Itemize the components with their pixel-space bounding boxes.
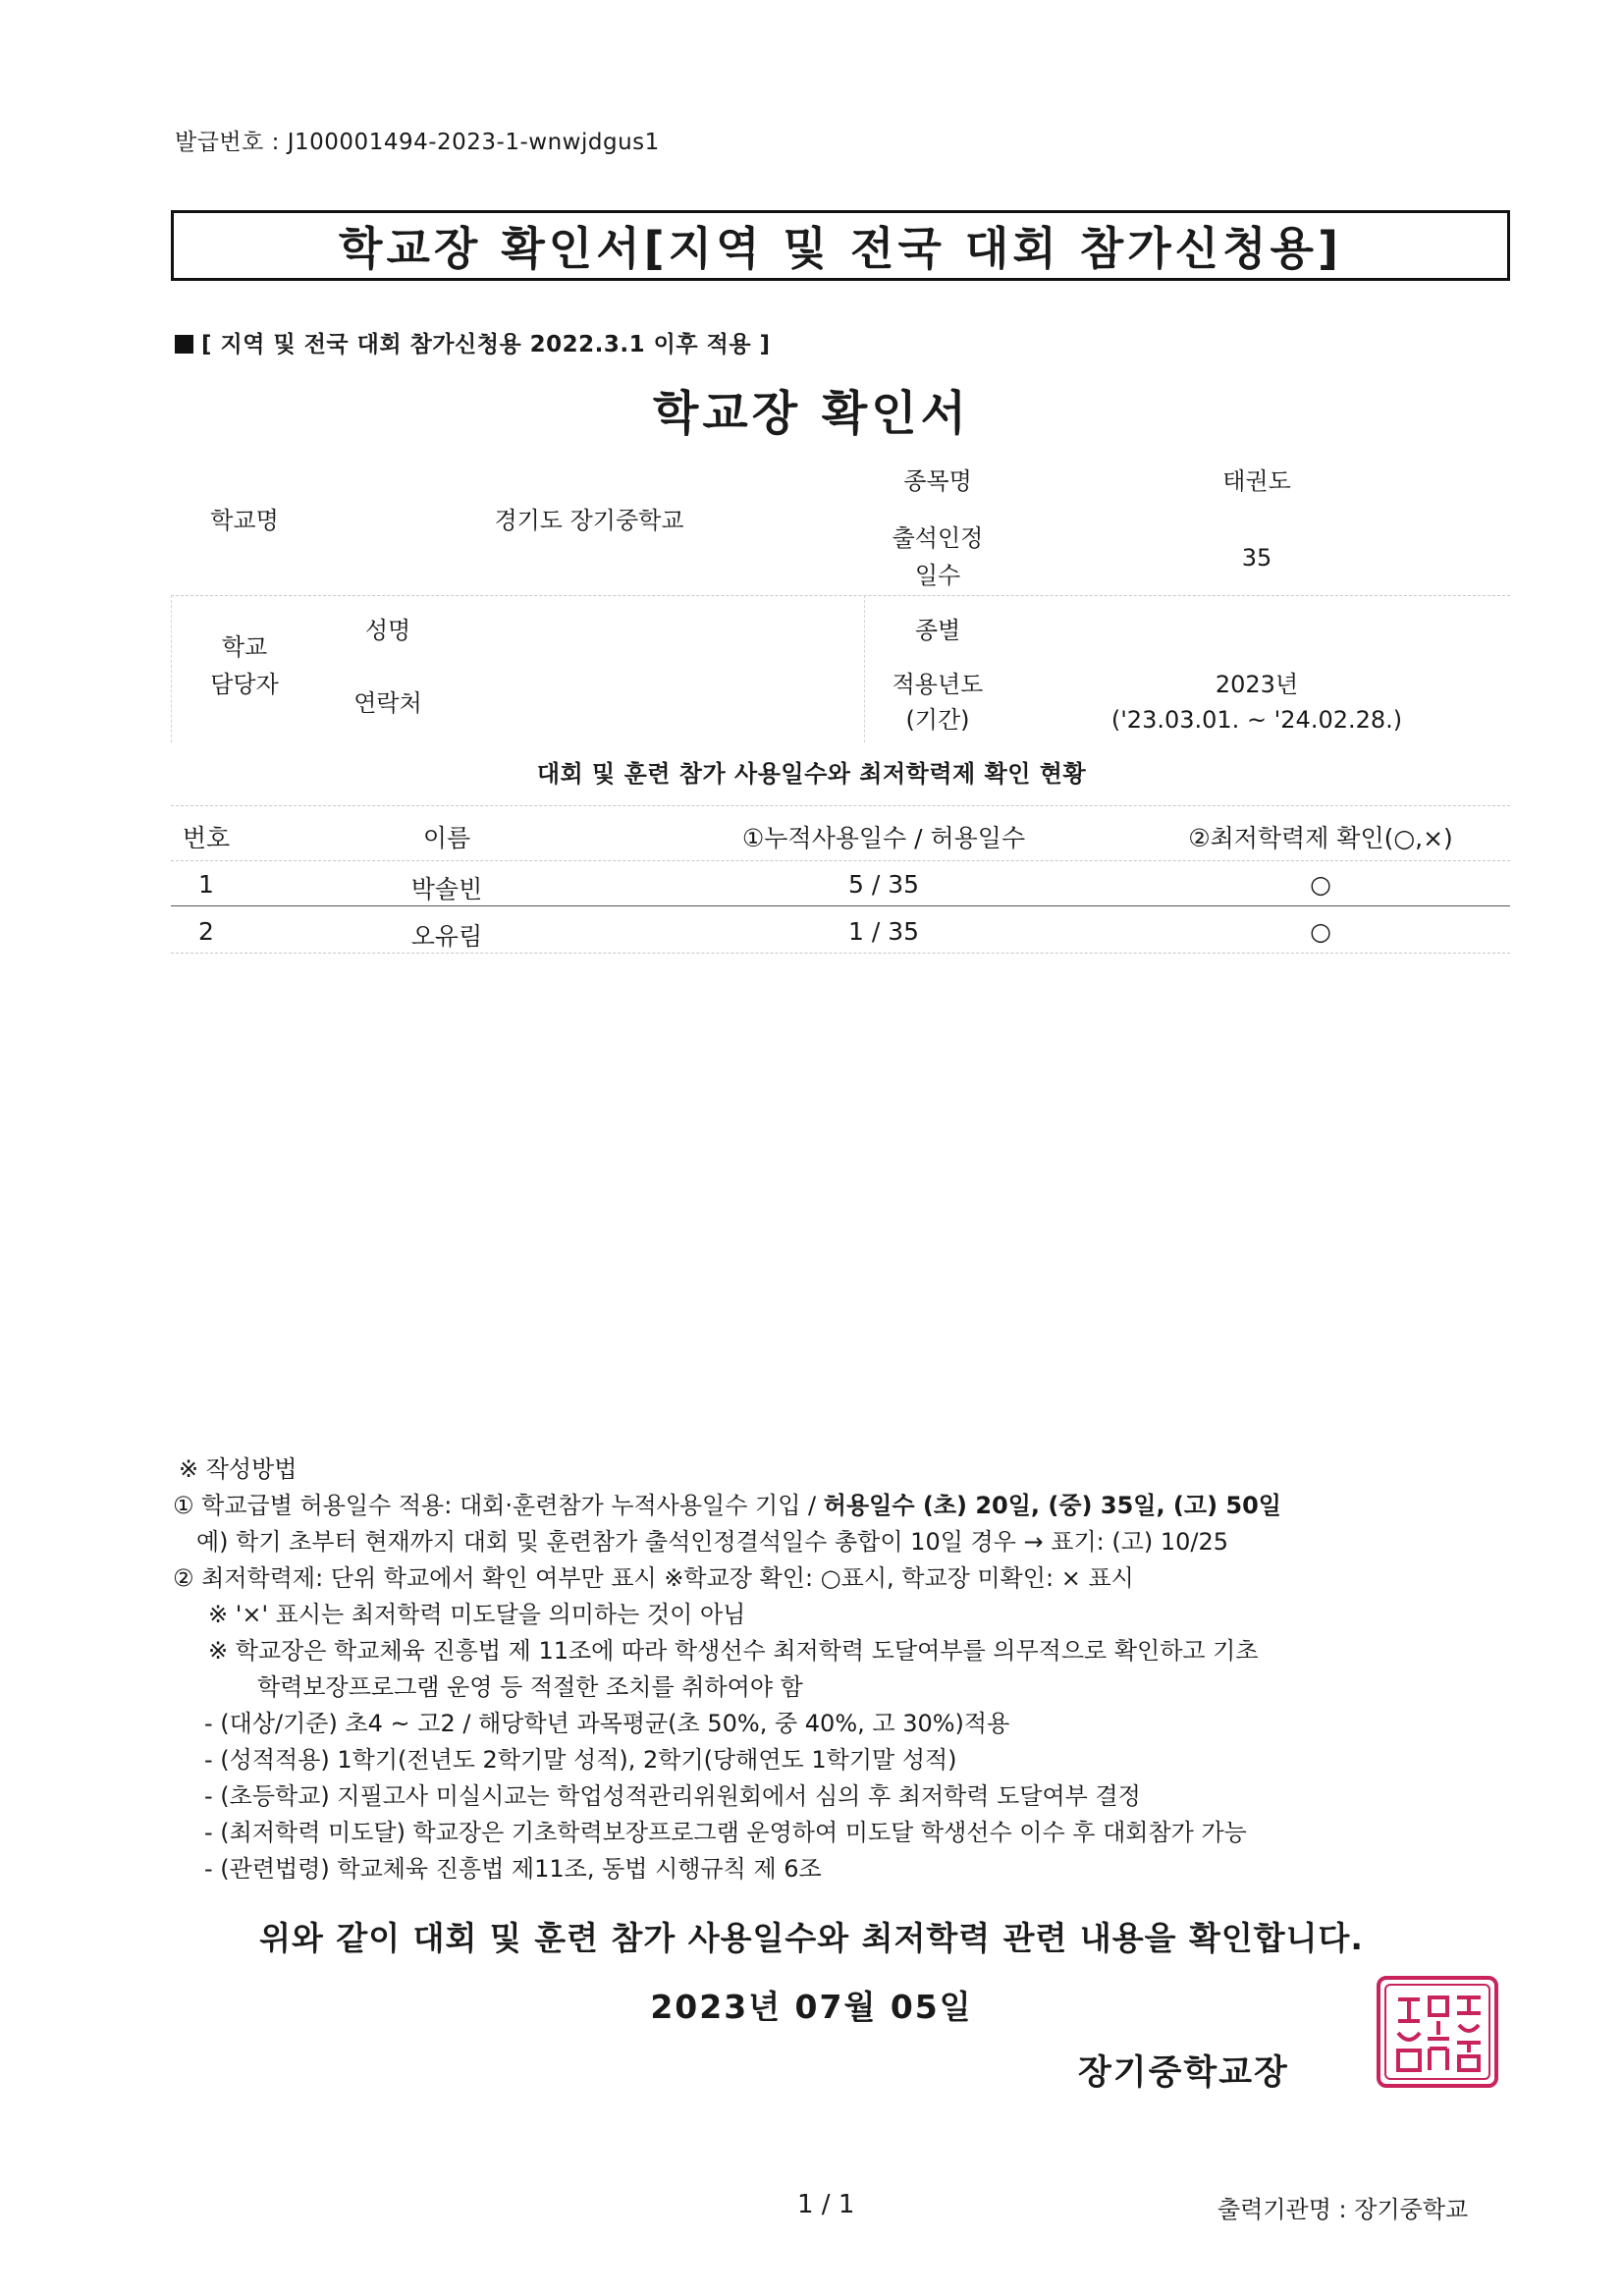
status-title: 대회 및 훈련 참가 사용일수와 최저학력제 확인 현황	[536, 760, 1087, 788]
name-label: 성명	[364, 617, 411, 644]
row-check	[1247, 870, 1394, 899]
note-line: 예) 학기 초부터 현재까지 대회 및 훈련참가 출석인정결석일수 총합이 10일 경우 → 표기: (고) 10/25	[196, 1528, 1229, 1556]
row-check	[1247, 917, 1394, 946]
sport-label: 종목명	[903, 467, 972, 495]
sport-value: 태권도	[1222, 467, 1291, 495]
check-circle-icon: ○	[1310, 870, 1331, 899]
attendance-label-2: 일수	[914, 562, 961, 589]
note-line: ※ '×' 표시는 최저학력 미도달을 의미하는 것이 아님	[208, 1601, 746, 1628]
note-line: - (최저학력 미도달) 학교장은 기초학력보장프로그램 운영하여 미도달 학생선수 이수 후 대회참가 가능	[204, 1819, 1247, 1846]
status-table	[0, 0, 1623, 972]
manager-label-1: 학교	[221, 633, 268, 661]
school-label: 학교명	[210, 507, 279, 534]
header-name: 이름	[422, 824, 471, 852]
school-value: 경기도 장기중학교	[494, 507, 684, 534]
row-number: 1	[198, 870, 214, 899]
document-title: 학교장 확인서[지역 및 전국 대회 참가신청용]	[171, 210, 1510, 281]
writing-notes	[175, 1451, 1451, 1887]
note-line: - (초등학교) 지필고사 미실시교는 학업성적관리위원회에서 심의 후 최저학력 도달여부 결정	[204, 1782, 1141, 1810]
table-divider	[171, 860, 1510, 861]
attendance-value: 35	[1241, 544, 1272, 572]
issue-date: 2023년 07월 05일	[650, 1988, 973, 2026]
category-label: 종별	[914, 617, 961, 644]
note-line	[173, 1488, 1451, 1524]
row-name: 오유림	[410, 922, 483, 951]
principal-name: 장기중학교장	[1078, 2053, 1289, 2093]
table-divider	[171, 953, 1510, 954]
attendance-label-1: 출석인정	[892, 524, 984, 552]
contact-label: 연락처	[353, 689, 422, 717]
year-label-1: 적용년도	[892, 671, 984, 698]
output-organization: 출력기관명 : 장기중학교	[1217, 2196, 1469, 2223]
note-line: - (대상/기준) 초4 ~ 고2 / 해당학년 과목평균(초 50%, 중 40%, 고 30%)적용	[204, 1710, 1010, 1737]
note-line: - (관련법령) 학교체육 진흥법 제11조, 동법 시행규칙 제 6조	[204, 1855, 822, 1883]
page-subtitle: 학교장 확인서	[653, 386, 970, 441]
manager-label-2: 담당자	[210, 671, 279, 698]
row-days: 1 / 35	[847, 917, 920, 946]
note-line: ② 최저학력제: 단위 학교에서 확인 여부만 표시 ※학교장 확인: ○표시, 학교장 미확인: × 표시	[173, 1564, 1134, 1592]
note-bold-text: 허용일수 (초) 20일, (중) 35일, (고) 50일	[823, 1492, 1281, 1519]
page-number: 1 / 1	[797, 2190, 855, 2219]
row-name: 박솔빈	[410, 875, 483, 903]
note-line: ※ 학교장은 학교체육 진흥법 제 11조에 따라 학생선수 최저학력 도달여부를 의무적으로 확인하고 기초	[208, 1637, 1259, 1665]
note-text: ① 학교급별 허용일수 적용: 대회·훈련참가 누적사용일수 기입 /	[173, 1492, 824, 1519]
section-label-text: [ 지역 및 전국 대회 참가신청용 2022.3.1 이후 적용 ]	[201, 332, 771, 357]
check-circle-icon: ○	[1310, 917, 1331, 946]
official-seal-stamp	[1375, 1974, 1500, 2090]
header-number: 번호	[182, 824, 231, 852]
issue-number: 발급번호 : J100001494-2023-1-wnwjdgus1	[175, 130, 660, 155]
note-line: - (성적적용) 1학기(전년도 2학기말 성적), 2학기(당해연도 1학기말 성적)	[204, 1746, 957, 1774]
table-divider	[171, 805, 1510, 806]
year-value-2: ('23.03.01. ~ '24.02.28.)	[1110, 706, 1403, 734]
notes-heading: ※ 작성방법	[179, 1455, 298, 1483]
row-number: 2	[198, 917, 214, 946]
header-days: ①누적사용일수 / 허용일수	[741, 824, 1026, 852]
year-label-2: (기간)	[905, 706, 970, 734]
confirmation-statement: 위와 같이 대회 및 훈련 참가 사용일수와 최저학력 관련 내용을 확인합니다.	[259, 1919, 1364, 1957]
table-divider	[171, 905, 1510, 906]
year-value-1: 2023년	[1215, 671, 1299, 698]
header-check: ②최저학력제 확인(○,×)	[1188, 824, 1453, 852]
note-line: 학력보장프로그램 운영 등 적절한 조치를 취하여야 함	[257, 1673, 803, 1701]
row-days: 5 / 35	[847, 870, 920, 899]
